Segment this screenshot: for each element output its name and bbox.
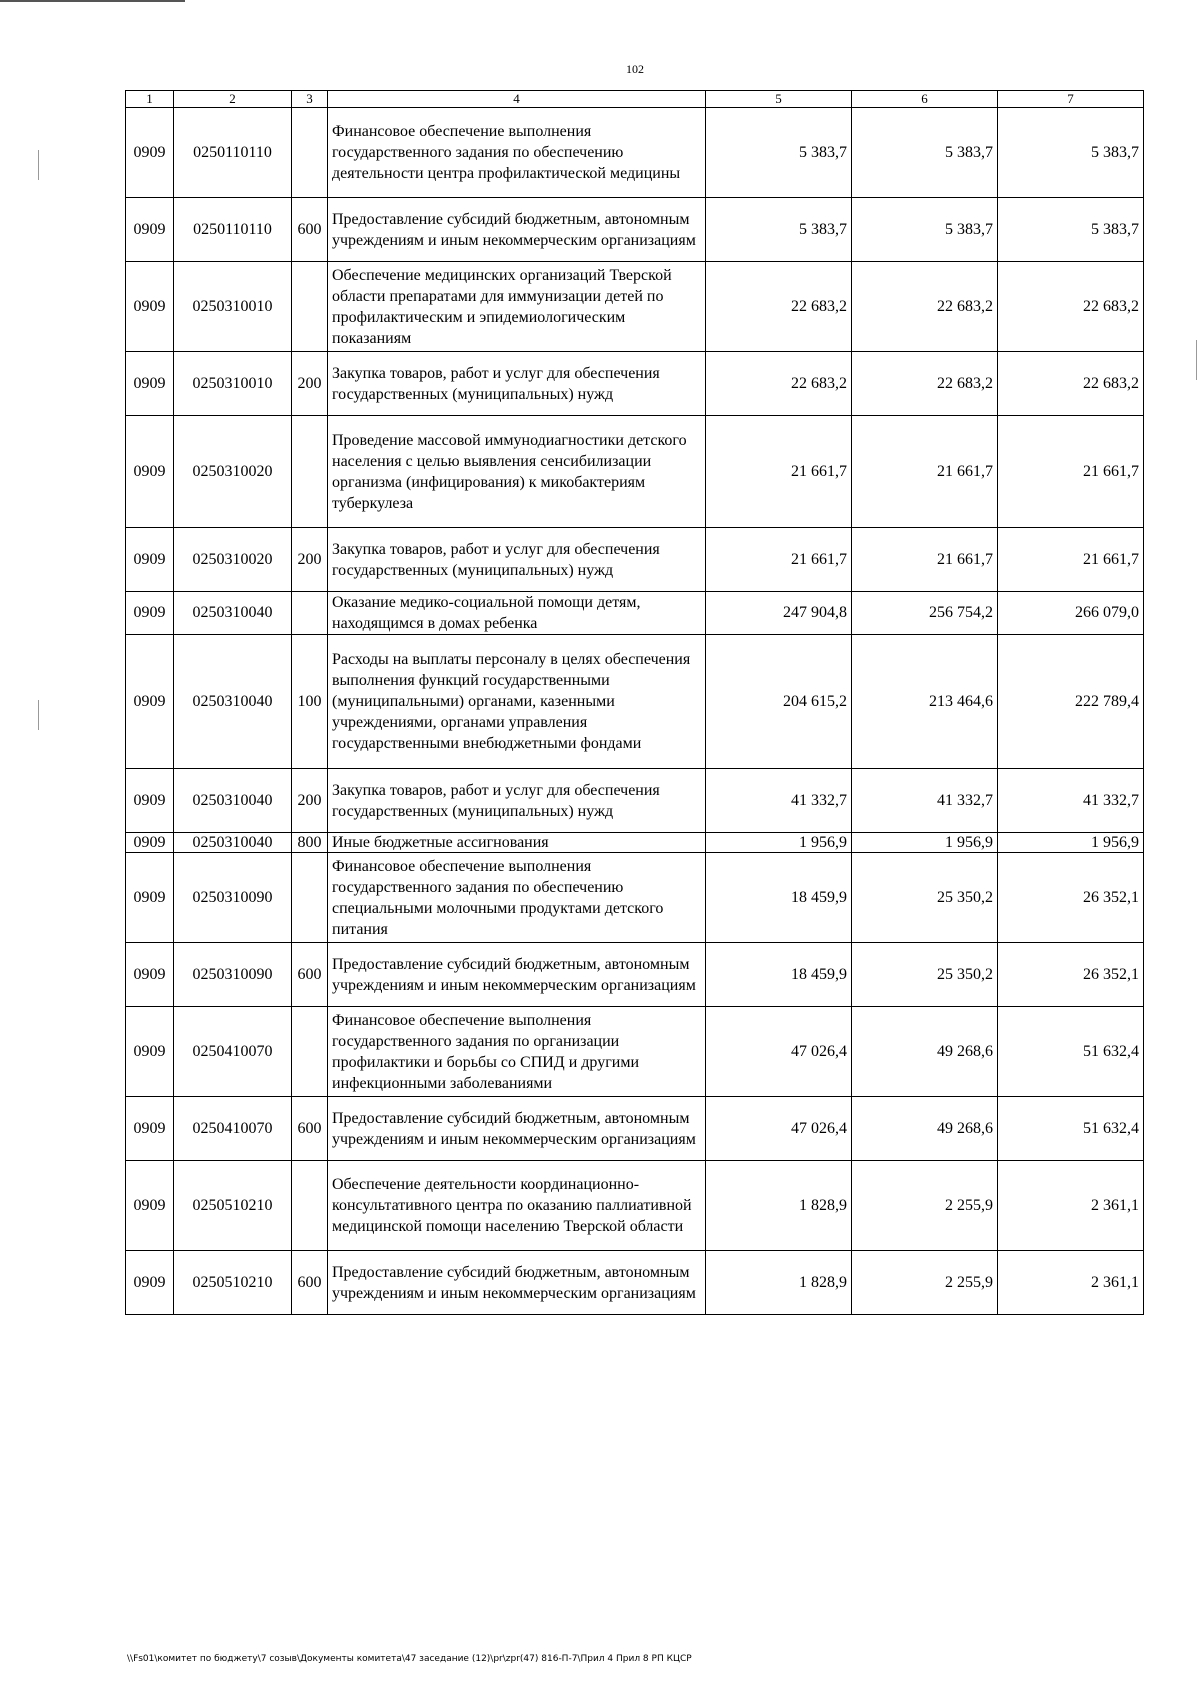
section-cell: 0909 — [126, 833, 174, 853]
table-row — [126, 262, 1144, 352]
scan-artifact — [38, 150, 39, 180]
expense-type-cell — [292, 416, 328, 528]
value-cell-col5: 18 459,9 — [706, 943, 852, 1007]
code-cell: 0250510210 — [174, 1251, 292, 1315]
value-cell-col7: 2 361,1 — [998, 1251, 1144, 1315]
expense-type-cell — [292, 262, 328, 352]
value-cell-col7: 5 383,7 — [998, 108, 1144, 198]
expense-type-cell: 600 — [292, 943, 328, 1007]
section-cell: 0909 — [126, 108, 174, 198]
table-row — [126, 528, 1144, 592]
value-cell-col7: 5 383,7 — [998, 198, 1144, 262]
value-cell-col6: 256 754,2 — [852, 592, 998, 635]
description-cell: Обеспечение деятельности координационно-консультативного центра по оказанию паллиативной медицинской помощи населению Тверской области — [328, 1161, 706, 1251]
value-cell-col7: 51 632,4 — [998, 1097, 1144, 1161]
expense-type-cell: 200 — [292, 528, 328, 592]
header-cell: 6 — [852, 91, 998, 108]
expense-type-cell — [292, 1161, 328, 1251]
code-cell: 0250310090 — [174, 853, 292, 943]
expense-type-cell: 200 — [292, 352, 328, 416]
table-row — [126, 1251, 1144, 1315]
expense-type-cell — [292, 108, 328, 198]
section-cell: 0909 — [126, 769, 174, 833]
code-cell: 0250310020 — [174, 416, 292, 528]
description-cell: Обеспечение медицинских организаций Тверской области препаратами для иммунизации детей по профилактическим и эпидемиологическим показаниям — [328, 262, 706, 352]
value-cell-col5: 22 683,2 — [706, 262, 852, 352]
table-row — [126, 833, 1144, 853]
value-cell-col6: 22 683,2 — [852, 352, 998, 416]
description-cell: Финансовое обеспечение выполнения государственного задания по организации профилактики и борьбы со СПИД и другими инфекционными заболеваниями — [328, 1007, 706, 1097]
budget-table — [125, 90, 1144, 1315]
value-cell-col5: 22 683,2 — [706, 352, 852, 416]
value-cell-col5: 5 383,7 — [706, 108, 852, 198]
value-cell-col7: 21 661,7 — [998, 416, 1144, 528]
value-cell-col7: 2 361,1 — [998, 1161, 1144, 1251]
value-cell-col7: 22 683,2 — [998, 352, 1144, 416]
header-row — [126, 91, 1144, 108]
description-cell: Предоставление субсидий бюджетным, автономным учреждениям и иным некоммерческим организациям — [328, 198, 706, 262]
table-row — [126, 416, 1144, 528]
value-cell-col5: 247 904,8 — [706, 592, 852, 635]
section-cell: 0909 — [126, 1251, 174, 1315]
section-cell: 0909 — [126, 1097, 174, 1161]
table-row — [126, 198, 1144, 262]
description-cell: Закупка товаров, работ и услуг для обеспечения государственных (муниципальных) нужд — [328, 528, 706, 592]
section-cell: 0909 — [126, 416, 174, 528]
table-row — [126, 1097, 1144, 1161]
description-cell: Проведение массовой иммунодиагностики детского населения с целью выявления сенсибилизации организма (инфицирования) к микобактериям туберкулеза — [328, 416, 706, 528]
section-cell: 0909 — [126, 943, 174, 1007]
expense-type-cell: 600 — [292, 198, 328, 262]
value-cell-col5: 47 026,4 — [706, 1007, 852, 1097]
table-body — [126, 108, 1144, 1315]
section-cell: 0909 — [126, 1007, 174, 1097]
section-cell: 0909 — [126, 592, 174, 635]
value-cell-col5: 47 026,4 — [706, 1097, 852, 1161]
table-row — [126, 1007, 1144, 1097]
value-cell-col5: 18 459,9 — [706, 853, 852, 943]
description-cell: Оказание медико-социальной помощи детям, находящимся в домах ребенка — [328, 592, 706, 635]
value-cell-col6: 5 383,7 — [852, 108, 998, 198]
value-cell-col6: 213 464,6 — [852, 635, 998, 769]
code-cell: 0250410070 — [174, 1007, 292, 1097]
section-cell: 0909 — [126, 528, 174, 592]
expense-type-cell — [292, 853, 328, 943]
section-cell: 0909 — [126, 853, 174, 943]
table-row — [126, 635, 1144, 769]
value-cell-col6: 41 332,7 — [852, 769, 998, 833]
value-cell-col7: 51 632,4 — [998, 1007, 1144, 1097]
value-cell-col6: 25 350,2 — [852, 943, 998, 1007]
description-cell: Закупка товаров, работ и услуг для обеспечения государственных (муниципальных) нужд — [328, 352, 706, 416]
header-cell: 3 — [292, 91, 328, 108]
expense-type-cell: 100 — [292, 635, 328, 769]
expense-type-cell — [292, 592, 328, 635]
header-cell: 1 — [126, 91, 174, 108]
code-cell: 0250310040 — [174, 592, 292, 635]
footer-file-path: \\Fs01\комитет по бюджету\7 созыв\Документы комитета\47 заседание (12)\pr\zpr(47) 816-П-7\Прил 4 Прил 8 РП КЦСР — [127, 1654, 692, 1664]
section-cell: 0909 — [126, 635, 174, 769]
description-cell: Предоставление субсидий бюджетным, автономным учреждениям и иным некоммерческим организациям — [328, 1251, 706, 1315]
value-cell-col6: 49 268,6 — [852, 1007, 998, 1097]
value-cell-col7: 26 352,1 — [998, 853, 1144, 943]
value-cell-col6: 22 683,2 — [852, 262, 998, 352]
header-cell: 2 — [174, 91, 292, 108]
value-cell-col5: 41 332,7 — [706, 769, 852, 833]
code-cell: 0250310020 — [174, 528, 292, 592]
section-cell: 0909 — [126, 262, 174, 352]
code-cell: 0250310010 — [174, 352, 292, 416]
table-row — [126, 853, 1144, 943]
expense-type-cell — [292, 1007, 328, 1097]
header-cell: 7 — [998, 91, 1144, 108]
value-cell-col7: 22 683,2 — [998, 262, 1144, 352]
description-cell: Закупка товаров, работ и услуг для обеспечения государственных (муниципальных) нужд — [328, 769, 706, 833]
scan-artifact — [1196, 340, 1197, 380]
value-cell-col6: 25 350,2 — [852, 853, 998, 943]
value-cell-col5: 1 956,9 — [706, 833, 852, 853]
section-cell: 0909 — [126, 198, 174, 262]
table-row — [126, 769, 1144, 833]
code-cell: 0250510210 — [174, 1161, 292, 1251]
code-cell: 0250310090 — [174, 943, 292, 1007]
description-cell: Предоставление субсидий бюджетным, автономным учреждениям и иным некоммерческим организациям — [328, 943, 706, 1007]
table-row — [126, 943, 1144, 1007]
page-number: 102 — [626, 62, 644, 76]
expense-type-cell: 600 — [292, 1251, 328, 1315]
expense-type-cell: 200 — [292, 769, 328, 833]
value-cell-col5: 21 661,7 — [706, 416, 852, 528]
code-cell: 0250310040 — [174, 635, 292, 769]
table-row — [126, 108, 1144, 198]
value-cell-col5: 204 615,2 — [706, 635, 852, 769]
code-cell: 0250310010 — [174, 262, 292, 352]
value-cell-col6: 49 268,6 — [852, 1097, 998, 1161]
code-cell: 0250410070 — [174, 1097, 292, 1161]
table-row — [126, 352, 1144, 416]
value-cell-col6: 21 661,7 — [852, 416, 998, 528]
table-row — [126, 592, 1144, 635]
value-cell-col5: 21 661,7 — [706, 528, 852, 592]
code-cell: 0250110110 — [174, 108, 292, 198]
value-cell-col7: 41 332,7 — [998, 769, 1144, 833]
description-cell: Расходы на выплаты персоналу в целях обеспечения выполнения функций государственными (муниципальными) органами, казенными учреждениями, органами управления государственными внебюджетными фондами — [328, 635, 706, 769]
value-cell-col7: 21 661,7 — [998, 528, 1144, 592]
description-cell: Финансовое обеспечение выполнения государственного задания по обеспечению деятельности центра профилактической медицины — [328, 108, 706, 198]
scan-corner-line — [0, 0, 185, 2]
expense-type-cell: 800 — [292, 833, 328, 853]
expense-type-cell: 600 — [292, 1097, 328, 1161]
code-cell: 0250110110 — [174, 198, 292, 262]
value-cell-col6: 2 255,9 — [852, 1161, 998, 1251]
header-cell: 5 — [706, 91, 852, 108]
section-cell: 0909 — [126, 352, 174, 416]
description-cell: Финансовое обеспечение выполнения государственного задания по обеспечению специальными молочными продуктами детского питания — [328, 853, 706, 943]
section-cell: 0909 — [126, 1161, 174, 1251]
value-cell-col6: 5 383,7 — [852, 198, 998, 262]
value-cell-col7: 26 352,1 — [998, 943, 1144, 1007]
scan-artifact — [38, 700, 39, 730]
code-cell: 0250310040 — [174, 769, 292, 833]
value-cell-col5: 1 828,9 — [706, 1251, 852, 1315]
value-cell-col6: 21 661,7 — [852, 528, 998, 592]
description-cell: Предоставление субсидий бюджетным, автономным учреждениям и иным некоммерческим организациям — [328, 1097, 706, 1161]
value-cell-col5: 1 828,9 — [706, 1161, 852, 1251]
value-cell-col5: 5 383,7 — [706, 198, 852, 262]
value-cell-col7: 1 956,9 — [998, 833, 1144, 853]
value-cell-col7: 266 079,0 — [998, 592, 1144, 635]
value-cell-col7: 222 789,4 — [998, 635, 1144, 769]
header-cell: 4 — [328, 91, 706, 108]
description-cell: Иные бюджетные ассигнования — [328, 833, 706, 853]
value-cell-col6: 1 956,9 — [852, 833, 998, 853]
table-row — [126, 1161, 1144, 1251]
value-cell-col6: 2 255,9 — [852, 1251, 998, 1315]
code-cell: 0250310040 — [174, 833, 292, 853]
